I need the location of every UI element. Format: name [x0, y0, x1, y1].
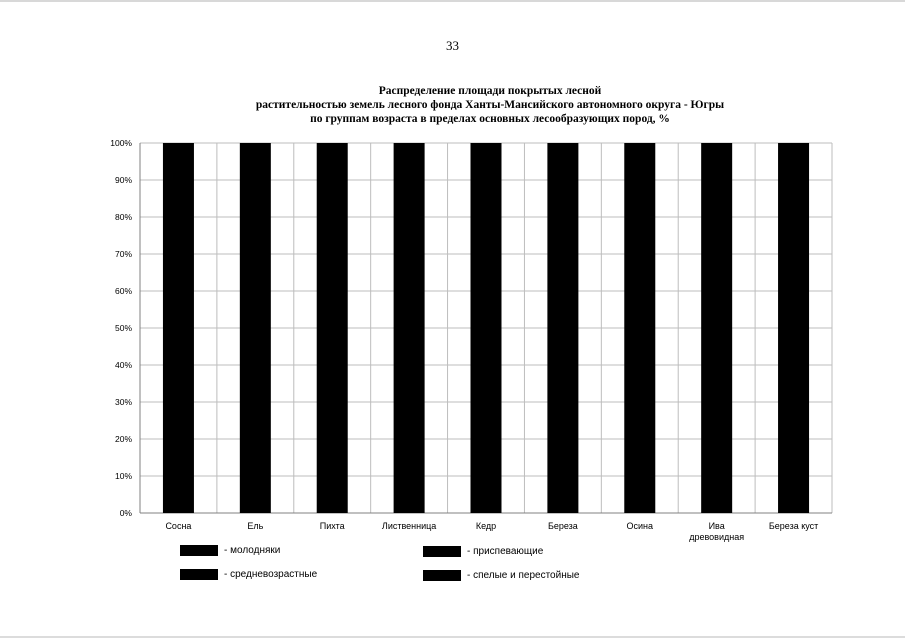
y-tick-label: 70%	[114, 249, 132, 259]
bar	[240, 143, 271, 513]
legend-label: - средневозрастные	[224, 569, 318, 580]
page-number: 33	[446, 38, 459, 53]
legend-label: - спелые и перестойные	[467, 570, 580, 581]
y-tick-label: 50%	[114, 323, 132, 333]
bar	[163, 143, 194, 513]
y-tick-label: 20%	[114, 434, 132, 444]
bar	[547, 143, 578, 513]
bar	[471, 143, 502, 513]
y-tick-label: 90%	[114, 175, 132, 185]
legend-swatch	[423, 570, 461, 581]
y-tick-label: 60%	[114, 286, 132, 296]
y-tick-label: 80%	[114, 212, 132, 222]
x-category-label: Ива	[708, 521, 725, 531]
legend-label: - приспевающие	[467, 546, 544, 557]
legend-label: - молодняки	[224, 545, 281, 556]
x-category-label: Кедр	[475, 521, 497, 531]
x-category-label: Ель	[247, 521, 264, 531]
chart-title-line-1: Распределение площади покрытых лесной	[378, 85, 602, 97]
y-tick-label: 100%	[110, 138, 132, 148]
legend-swatch	[180, 545, 218, 556]
x-category-label: Осина	[626, 521, 654, 531]
bar	[394, 143, 425, 513]
x-category-label: Сосна	[165, 521, 192, 531]
x-category-label: Береза куст	[768, 521, 819, 531]
bar	[778, 143, 809, 513]
bar	[701, 143, 732, 513]
y-tick-label: 0%	[119, 508, 132, 518]
bar	[624, 143, 655, 513]
y-tick-label: 10%	[114, 471, 132, 481]
chart-title-line-2: растительностью земель лесного фонда Ханты-Мансийского автономного округа - Югры	[255, 99, 725, 111]
x-category-label: Береза	[547, 521, 578, 531]
y-tick-label: 40%	[114, 360, 132, 370]
scan-bottom-edge	[0, 636, 905, 638]
bar	[317, 143, 348, 513]
y-tick-label: 30%	[114, 397, 132, 407]
legend-swatch	[180, 569, 218, 580]
chart-title-line-3: по группам возраста в пределах основных лесообразующих пород, %	[310, 113, 670, 125]
x-category-label: древовидная	[689, 532, 745, 542]
x-category-label: Лиственница	[381, 521, 437, 531]
x-category-label: Пихта	[319, 521, 345, 531]
legend-swatch	[423, 546, 461, 557]
